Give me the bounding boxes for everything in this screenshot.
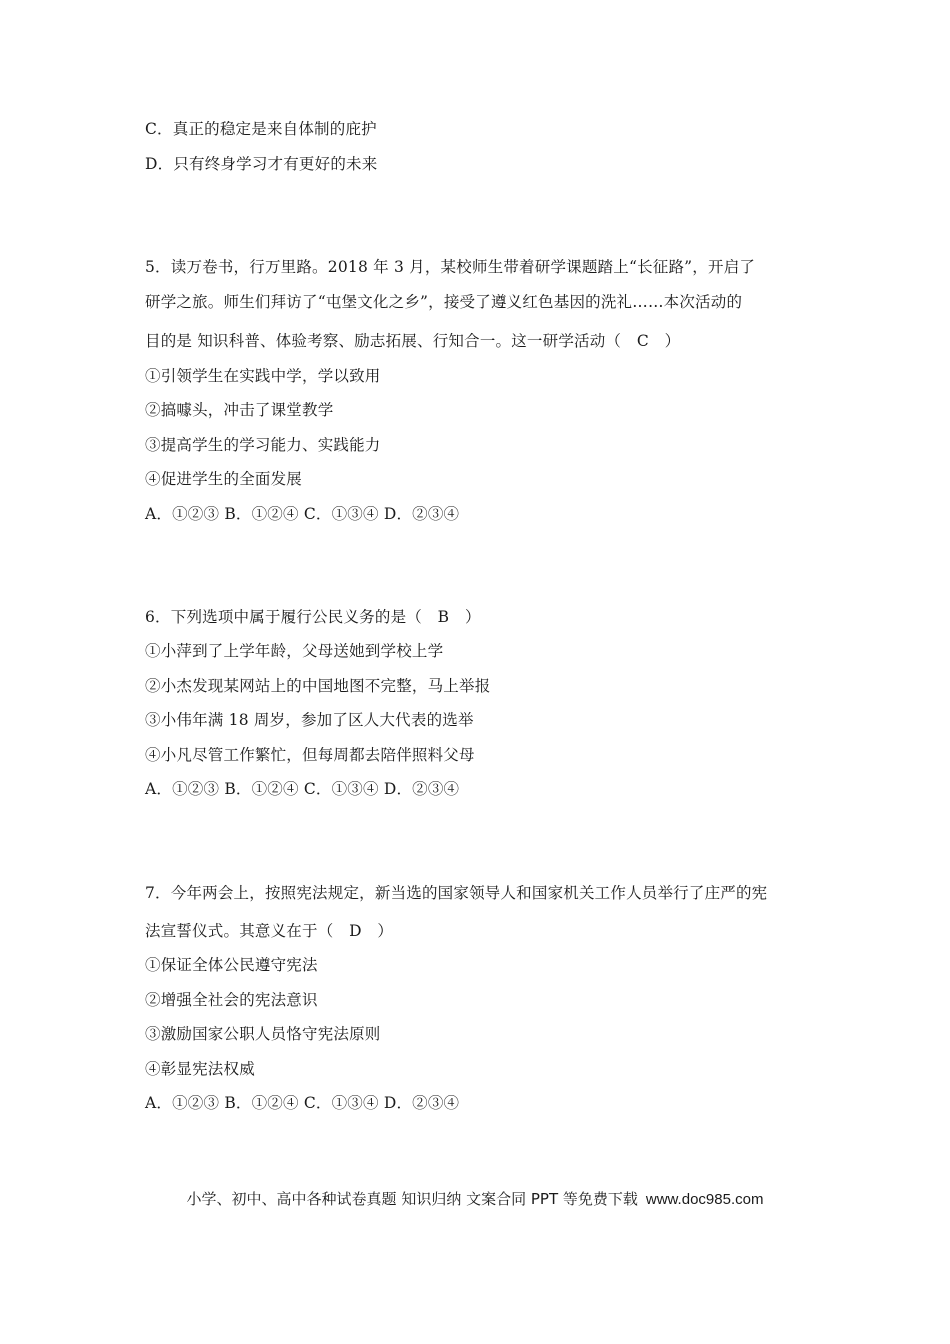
q7-options: A．①②③ B．①②④ C．①③④ D．②③④ (145, 1094, 460, 1112)
q5-stem-line-1: 5．读万卷书，行万里路。2018 年 3 月，某校师生带着研学课题踏上“长征路”，开启了 (145, 258, 756, 276)
q6-item-2: ②小杰发现某网站上的中国地图不完整，马上举报 (145, 677, 491, 695)
footer-text: 小学、初中、高中各种试卷真题 知识归纳 文案合同 PPT 等免费下载 (186, 1190, 638, 1208)
q5-item-4: ④促进学生的全面发展 (145, 470, 303, 488)
q5-stem-line-3: 目的是 知识科普、体验考察、励志拓展、行知合一。这一研学活动（ C ） (145, 332, 681, 350)
page-footer (0, 1189, 950, 1210)
q7-item-3: ③激励国家公职人员恪守宪法原则 (145, 1025, 381, 1043)
q7-item-1: ①保证全体公民遵守宪法 (145, 956, 318, 974)
q6-item-1: ①小萍到了上学年龄，父母送她到学校上学 (145, 642, 444, 660)
q4-option-d: D．只有终身学习才有更好的未来 (145, 155, 378, 173)
q6-item-3: ③小伟年满 18 周岁，参加了区人大代表的选举 (145, 711, 474, 729)
q7-stem-line-2: 法宣誓仪式。其意义在于（ D ） (145, 922, 394, 940)
q4-option-c: C．真正的稳定是来自体制的庇护 (145, 120, 377, 138)
q5-item-3: ③提高学生的学习能力、实践能力 (145, 436, 381, 454)
q6-options: A．①②③ B．①②④ C．①③④ D．②③④ (145, 780, 460, 798)
footer-site-link[interactable]: www.doc985.com (645, 1191, 764, 1208)
q7-stem-line-1: 7．今年两会上，按照宪法规定，新当选的国家领导人和国家机关工作人员举行了庄严的宪 (145, 884, 768, 902)
q5-item-1: ①引领学生在实践中学，学以致用 (145, 367, 381, 385)
q5-options: A．①②③ B．①②④ C．①③④ D．②③④ (145, 505, 460, 523)
q7-item-4: ④彰显宪法权威 (145, 1060, 255, 1078)
q5-item-2: ②搞噱头，冲击了课堂教学 (145, 401, 334, 419)
q6-stem-line-1: 6．下列选项中属于履行公民义务的是（ B ） (145, 608, 481, 626)
q7-item-2: ②增强全社会的宪法意识 (145, 991, 318, 1009)
q6-item-4: ④小凡尽管工作繁忙，但每周都去陪伴照料父母 (145, 746, 475, 764)
q5-stem-line-2: 研学之旅。师生们拜访了“屯堡文化之乡”，接受了遵义红色基因的洗礼……本次活动的 (145, 293, 743, 311)
